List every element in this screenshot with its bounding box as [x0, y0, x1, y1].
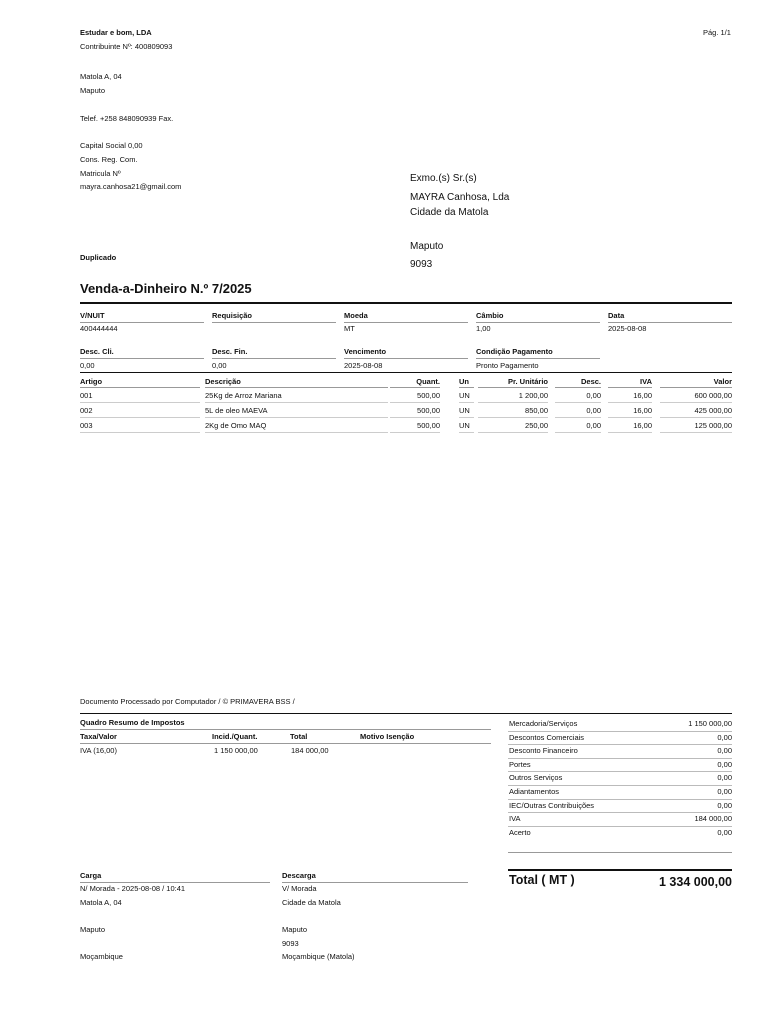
totals-value: 0,00	[717, 800, 732, 810]
header-rule	[459, 387, 474, 388]
row-rule	[390, 402, 440, 403]
recipient-name: MAYRA Canhosa, Lda	[410, 192, 510, 203]
info-label: Data	[608, 311, 625, 320]
table-cell-un: UN	[459, 421, 470, 430]
copy-label: Duplicado	[80, 253, 117, 262]
table-cell-iva: 16,00	[633, 406, 652, 415]
processed-note: Documento Processado por Computador / © PRIMAVERA BSS /	[80, 697, 295, 706]
totals-value: 184 000,00	[694, 814, 732, 824]
col-artigo: Artigo	[80, 377, 103, 386]
grand-total-rule	[508, 869, 732, 871]
tax-col-incid: Incid./Quant.	[212, 732, 258, 741]
table-cell-descricao: 2Kg de Omo MAQ	[205, 421, 267, 430]
table-cell-valor: 425 000,00	[694, 406, 732, 415]
table-cell-preco: 850,00	[525, 406, 548, 415]
tax-summary-title: Quadro Resumo de Impostos	[80, 718, 185, 727]
header-rule	[390, 387, 440, 388]
document-title: Venda-a-Dinheiro N.º 7/2025	[80, 281, 252, 296]
tax-header-rule	[80, 743, 491, 744]
recipient-city: Cidade da Matola	[410, 207, 489, 218]
totals-rule	[508, 785, 732, 786]
info-rule	[212, 322, 336, 323]
company-nuit: Contribuinte Nº: 400809093	[80, 42, 173, 51]
table-cell-desc: 0,00	[586, 406, 601, 415]
table-cell-un: UN	[459, 406, 470, 415]
carga-line1: N/ Morada - 2025-08-08 / 10:41	[80, 884, 186, 893]
totals-rule	[508, 731, 732, 732]
totals-label: Mercadoria/Serviços	[509, 719, 578, 728]
tax-col-taxa: Taxa/Valor	[80, 732, 117, 741]
summary-top-rule	[80, 713, 732, 714]
table-cell-iva: 16,00	[633, 421, 652, 430]
info-value: 1,00	[476, 324, 491, 333]
company-capital: Capital Social 0,00	[80, 141, 143, 150]
header-rule	[80, 387, 200, 388]
company-phone: Telef. +258 848090939 Fax.	[80, 114, 174, 123]
totals-value: 0,00	[717, 773, 732, 783]
company-email: mayra.canhosa21@gmail.com	[80, 182, 182, 191]
row-rule	[555, 402, 601, 403]
table-cell-iva: 16,00	[633, 391, 652, 400]
info-label: Desc. Fin.	[212, 347, 248, 356]
row-rule	[555, 417, 601, 418]
company-address2: Maputo	[80, 86, 106, 95]
info-value: 0,00	[80, 361, 95, 370]
descarga-line2: Cidade da Matola	[282, 898, 341, 907]
row-rule	[660, 432, 732, 433]
row-rule	[459, 432, 474, 433]
carga-line2: Matola A, 04	[80, 898, 122, 907]
totals-rule	[508, 758, 732, 759]
header-rule	[205, 387, 388, 388]
totals-value: 0,00	[717, 787, 732, 796]
info-value: 0,00	[212, 361, 227, 370]
row-rule	[608, 417, 652, 418]
table-cell-preco: 250,00	[525, 421, 548, 430]
totals-value: 0,00	[717, 827, 732, 837]
descarga-line1: V/ Morada	[282, 884, 317, 893]
recipient-region: Maputo	[410, 241, 444, 252]
header-rule	[608, 387, 652, 388]
info-rule	[476, 358, 600, 359]
table-cell-desc: 0,00	[586, 391, 601, 400]
row-rule	[80, 402, 200, 403]
header-rule	[660, 387, 732, 388]
row-rule	[205, 402, 388, 403]
row-rule	[80, 432, 200, 433]
descarga-line4: 9093	[282, 939, 299, 948]
grand-total-label: Total ( MT )	[509, 873, 575, 887]
descarga-title: Descarga	[282, 871, 316, 880]
row-rule	[478, 417, 548, 418]
info-value: Pronto Pagamento	[476, 361, 539, 370]
table-cell-quant: 500,00	[417, 421, 440, 430]
table-cell-descricao: 25Kg de Arroz Mariana	[205, 391, 282, 400]
row-rule	[660, 402, 732, 403]
row-rule	[478, 432, 548, 433]
table-cell-quant: 500,00	[417, 406, 440, 415]
row-rule	[390, 432, 440, 433]
totals-label: Outros Serviços	[509, 773, 563, 783]
info-label: Moeda	[344, 311, 368, 320]
tax-cell-incid: 1 150 000,00	[214, 746, 258, 755]
info-value: 2025-08-08	[608, 324, 647, 333]
tax-col-total: Total	[290, 732, 308, 741]
info-rule	[344, 358, 468, 359]
totals-rule	[508, 799, 732, 800]
company-address1: Matola A, 04	[80, 72, 122, 81]
row-rule	[555, 432, 601, 433]
row-rule	[478, 402, 548, 403]
header-rule	[478, 387, 548, 388]
table-cell-artigo: 003	[80, 421, 93, 430]
info-label: Desc. Cli.	[80, 347, 114, 356]
row-rule	[80, 417, 200, 418]
carga-title: Carga	[80, 871, 102, 880]
totals-rule	[508, 812, 732, 813]
title-rule	[80, 302, 732, 304]
totals-label: Portes	[509, 759, 531, 769]
totals-bottom-rule	[508, 852, 732, 853]
recipient-salutation: Exmo.(s) Sr.(s)	[410, 173, 477, 184]
items-top-rule	[80, 372, 732, 373]
header-rule	[555, 387, 601, 388]
descarga-line5: Moçambique (Matola)	[282, 952, 355, 961]
row-rule	[660, 417, 732, 418]
company-cons: Cons. Reg. Com.	[80, 155, 138, 164]
descarga-rule	[282, 882, 468, 883]
totals-label: Descontos Comerciais	[509, 732, 585, 742]
info-rule	[344, 322, 468, 323]
col-quant: Quant.	[416, 377, 440, 386]
table-cell-un: UN	[459, 391, 470, 400]
col-descricao: Descrição	[205, 377, 241, 386]
totals-rule	[508, 771, 732, 772]
totals-rule	[508, 826, 732, 827]
company-matricula: Matricula Nº	[80, 169, 121, 178]
totals-value: 0,00	[717, 732, 732, 742]
totals-label: Adiantamentos	[509, 787, 560, 796]
tax-col-motivo: Motivo Isenção	[360, 732, 415, 741]
info-label: Condição Pagamento	[476, 347, 553, 356]
col-desc: Desc.	[580, 377, 601, 386]
info-label: Câmbio	[476, 311, 504, 320]
descarga-line3: Maputo	[282, 925, 308, 934]
carga-line3: Maputo	[80, 925, 106, 934]
info-rule	[212, 358, 336, 359]
company-name: Estudar e bom, LDA	[80, 28, 152, 37]
info-value: 2025-08-08	[344, 361, 383, 370]
row-rule	[459, 417, 474, 418]
page-number: Pág. 1/1	[703, 28, 731, 37]
totals-rule	[508, 744, 732, 745]
tax-cell-taxa: IVA (16,00)	[80, 746, 117, 755]
tax-title-rule	[80, 729, 491, 730]
table-cell-valor: 600 000,00	[694, 391, 732, 400]
table-cell-desc: 0,00	[586, 421, 601, 430]
totals-label: Desconto Financeiro	[509, 746, 578, 756]
row-rule	[608, 432, 652, 433]
table-cell-quant: 500,00	[417, 391, 440, 400]
totals-label: IEC/Outras Contribuições	[509, 800, 595, 810]
col-iva: IVA	[640, 377, 652, 386]
table-cell-valor: 125 000,00	[694, 421, 732, 430]
row-rule	[205, 432, 388, 433]
tax-cell-total: 184 000,00	[291, 746, 329, 755]
recipient-code: 9093	[410, 259, 433, 270]
info-label: Requisição	[212, 311, 253, 320]
grand-total-value: 1 334 000,00	[659, 875, 732, 889]
totals-value: 0,00	[717, 759, 732, 769]
row-rule	[459, 402, 474, 403]
info-value: MT	[344, 324, 355, 333]
info-rule	[608, 322, 732, 323]
table-cell-artigo: 002	[80, 406, 93, 415]
info-rule	[80, 322, 204, 323]
col-valor: Valor	[713, 377, 732, 386]
col-un: Un	[459, 377, 469, 386]
table-cell-preco: 1 200,00	[518, 391, 548, 400]
totals-label: IVA	[509, 814, 521, 824]
row-rule	[608, 402, 652, 403]
carga-line4: Moçambique	[80, 952, 123, 961]
table-cell-artigo: 001	[80, 391, 93, 400]
col-preco: Pr. Unitário	[507, 377, 548, 386]
totals-label: Acerto	[509, 827, 531, 837]
totals-value: 0,00	[717, 746, 732, 756]
info-rule	[476, 322, 600, 323]
row-rule	[390, 417, 440, 418]
totals-value: 1 150 000,00	[688, 719, 732, 728]
table-cell-descricao: 5L de oleo MAEVA	[205, 406, 268, 415]
info-label: V/NUIT	[80, 311, 105, 320]
row-rule	[205, 417, 388, 418]
info-label: Vencimento	[344, 347, 387, 356]
info-value: 400444444	[80, 324, 118, 333]
carga-rule	[80, 882, 270, 883]
info-rule	[80, 358, 204, 359]
